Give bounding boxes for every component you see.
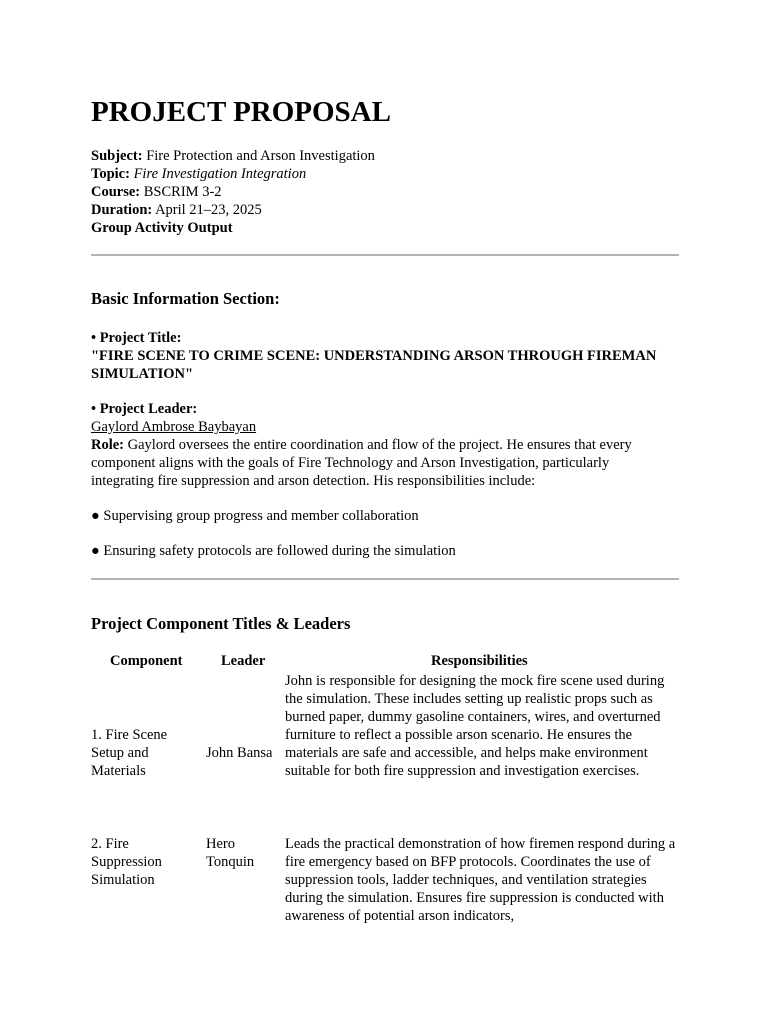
divider — [91, 254, 679, 256]
role-paragraph — [91, 436, 671, 490]
basic-info-heading: Basic Information Section: — [91, 289, 280, 308]
project-leader-label: • Project Leader: — [91, 401, 198, 417]
table-cell-component: 1. Fire Scene Setup and Materials — [91, 727, 168, 779]
project-title-label: • Project Title: — [91, 330, 182, 346]
group-output-line — [91, 219, 375, 237]
components-heading: Project Component Titles & Leaders — [91, 614, 351, 633]
course-label: Course: — [91, 184, 141, 200]
topic-label: Topic: — [91, 166, 130, 182]
role-label: Role: — [91, 437, 125, 453]
subject-line — [91, 147, 375, 165]
table-header-component: Component — [110, 653, 183, 669]
divider — [91, 578, 679, 580]
duration-line — [91, 201, 375, 219]
meta-block — [91, 147, 375, 237]
table-header-responsibilities: Responsibilities — [431, 653, 528, 669]
topic-value: Fire Investigation Integration — [133, 166, 307, 182]
duration-label: Duration: — [91, 202, 153, 218]
subject-label: Subject: — [91, 148, 143, 164]
project-title-value: "FIRE SCENE TO CRIME SCENE: UNDERSTANDING ARSON THROUGH FIREMAN SIMULATION" — [91, 348, 657, 382]
project-leader-block — [91, 400, 671, 490]
table-cell-responsibilities: Leads the practical demonstration of how firemen respond during a fire emergency based on BFP protocols. Coordinates the use of suppression tools, ladder techniques, and ventilation strategies during the simulation. Ensures fire suppression is conducted with awareness of potential arson indicators, — [285, 836, 676, 924]
duration-value: April 21–23, 2025 — [155, 202, 262, 218]
topic-line — [91, 165, 375, 183]
table-cell-leader: John Bansa — [206, 745, 273, 761]
table-cell-responsibilities: John is responsible for designing the mock fire scene used during the simulation. These includes setting up realistic props such as burned paper, dummy gasoline containers, wires, and overturned furniture to reflect a possible arson scenario. He ensures the materials are safe and accessible, and helps make environment suitable for both fire suppression and investigation exercises. — [285, 673, 665, 779]
course-value: BSCRIM 3-2 — [143, 184, 222, 200]
document-title: PROJECT PROPOSAL — [91, 96, 391, 128]
subject-value: Fire Protection and Arson Investigation — [146, 148, 375, 164]
course-line — [91, 183, 375, 201]
group-output: Group Activity Output — [91, 220, 233, 236]
project-leader-name: Gaylord Ambrose Baybayan — [91, 419, 257, 435]
table-cell-leader: Hero Tonquin — [206, 836, 255, 870]
project-title-block — [91, 329, 671, 383]
table-cell-component: 2. Fire Suppression Simulation — [91, 836, 162, 888]
bullet-item: ● Ensuring safety protocols are followed during the simulation — [91, 543, 456, 559]
role-text: Gaylord oversees the entire coordination and flow of the project. He ensures that every component aligns with the goals of Fire Technology and Arson Investigation, particularly integrating fire suppression and arson detection. His responsibilities include: — [91, 437, 632, 489]
table-header-leader: Leader — [221, 653, 266, 669]
bullet-item: ● Supervising group progress and member collaboration — [91, 508, 419, 524]
